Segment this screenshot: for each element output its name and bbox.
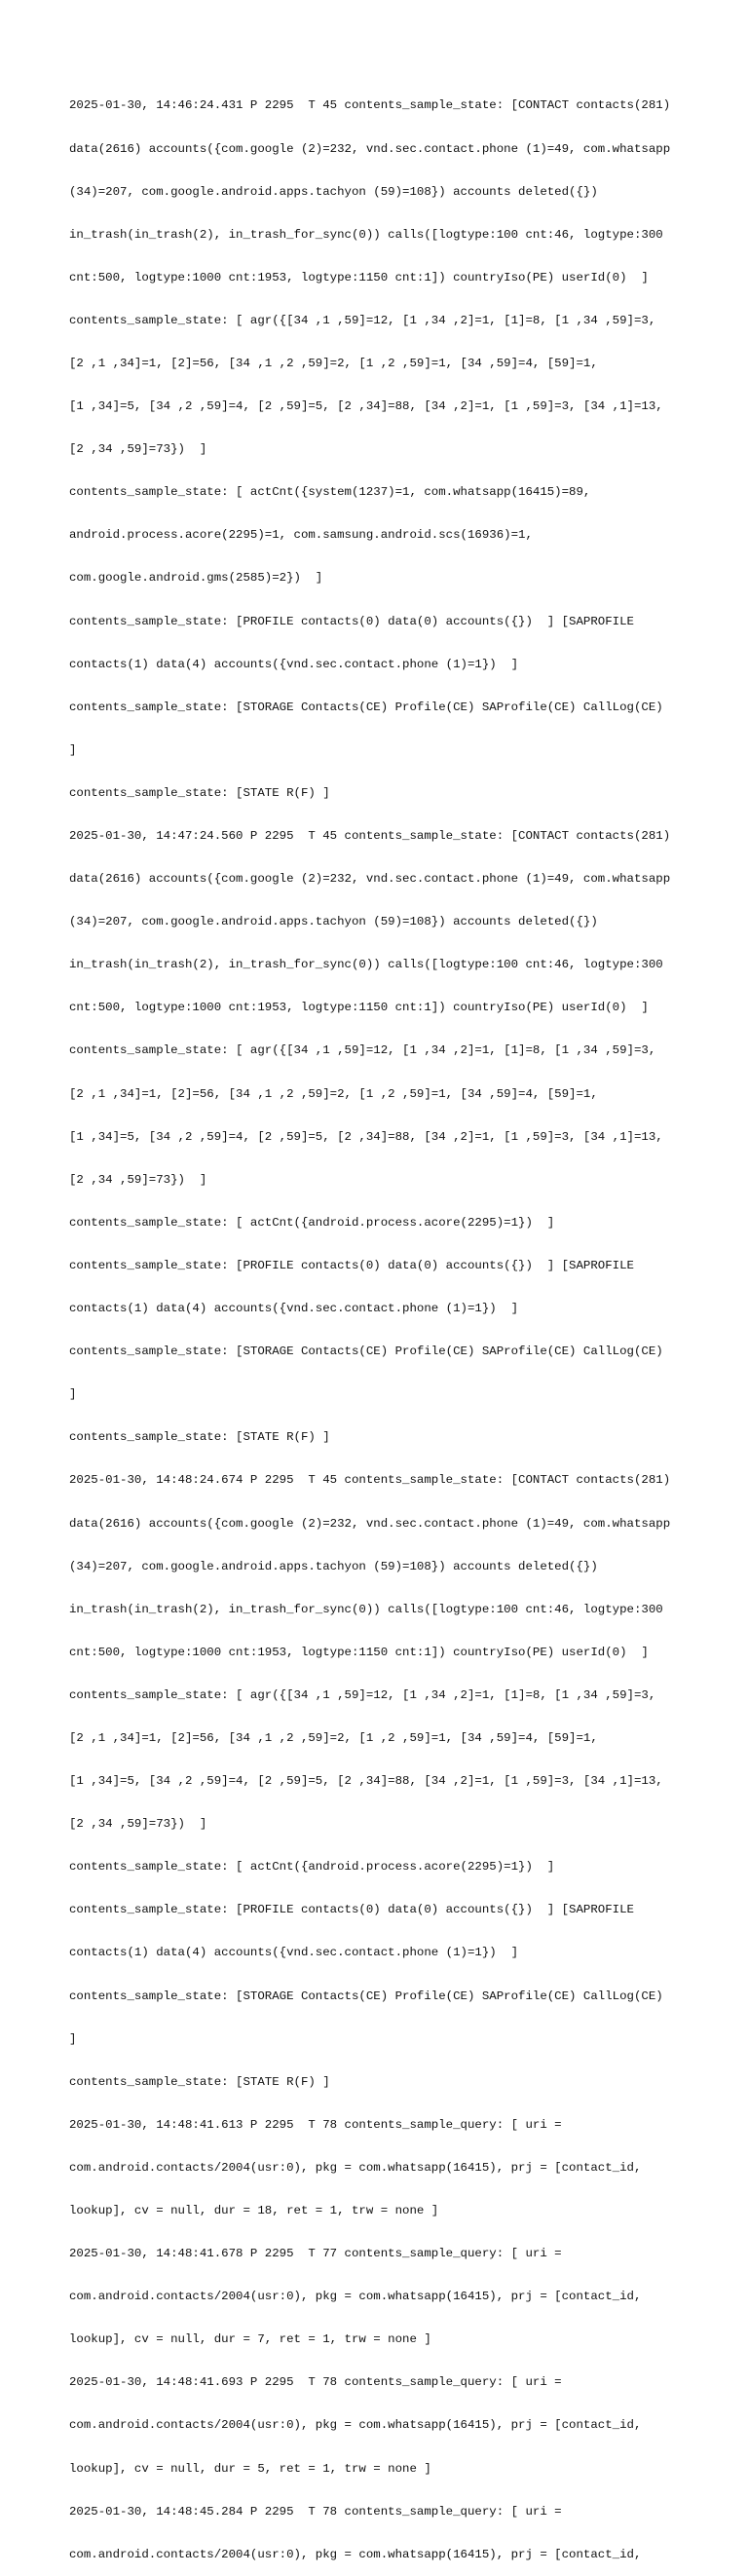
log-line: [2 ,1 ,34]=1, [2]=56, [34 ,1 ,2 ,59]=2, [1 ,2 ,59]=1, [34 ,59]=4, [59]=1, bbox=[69, 1086, 598, 1101]
log-line: [1 ,34]=5, [34 ,2 ,59]=4, [2 ,59]=5, [2 ,34]=88, [34 ,2]=1, [1 ,59]=3, [34 ,1]=13, bbox=[69, 1129, 663, 1144]
log-line: data(2616) accounts({com.google (2)=232, vnd.sec.contact.phone (1)=49, com.whatsapp bbox=[69, 1516, 671, 1531]
log-line: com.android.contacts/2004(usr:0), pkg = com.whatsapp(16415), prj = [contact_id, bbox=[69, 2418, 642, 2433]
log-line: contents_sample_state: [STATE R(F) ] bbox=[69, 2074, 330, 2089]
log-line: (34)=207, com.google.android.apps.tachyon (59)=108}) accounts deleted({}) bbox=[69, 915, 598, 929]
log-line: lookup], cv = null, dur = 18, ret = 1, trw = none ] bbox=[69, 2204, 439, 2217]
log-line: com.google.android.gms(2585)=2}) ] bbox=[69, 571, 323, 586]
log-line: com.android.contacts/2004(usr:0), pkg = com.whatsapp(16415), prj = [contact_id, bbox=[69, 2547, 642, 2561]
log-line: in_trash(in_trash(2), in_trash_for_sync(0)) calls([logtype:100 cnt:46, logtype:300 bbox=[69, 1602, 663, 1616]
log-line: 2025-01-30, 14:48:41.613 P 2295 T 78 contents_sample_query: [ uri = bbox=[69, 2117, 562, 2132]
log-line: contacts(1) data(4) accounts({vnd.sec.contact.phone (1)=1}) ] bbox=[69, 1302, 519, 1316]
log-line: 2025-01-30, 14:48:41.678 P 2295 T 77 contents_sample_query: [ uri = bbox=[69, 2247, 562, 2261]
log-line: contents_sample_state: [STORAGE Contacts(CE) Profile(CE) SAProfile(CE) CallLog(CE) bbox=[69, 1345, 663, 1359]
log-line: [1 ,34]=5, [34 ,2 ,59]=4, [2 ,59]=5, [2 ,34]=88, [34 ,2]=1, [1 ,59]=3, [34 ,1]=13, bbox=[69, 1774, 663, 1789]
log-line: 2025-01-30, 14:47:24.560 P 2295 T 45 contents_sample_state: [CONTACT contacts(281) bbox=[69, 829, 671, 843]
log-line: cnt:500, logtype:1000 cnt:1953, logtype:1150 cnt:1]) countryIso(PE) userId(0) ] bbox=[69, 1645, 649, 1659]
log-line: contacts(1) data(4) accounts({vnd.sec.contact.phone (1)=1}) ] bbox=[69, 1946, 519, 1960]
log-line: ] bbox=[69, 742, 77, 757]
log-line: com.android.contacts/2004(usr:0), pkg = com.whatsapp(16415), prj = [contact_id, bbox=[69, 2290, 642, 2304]
log-line: [2 ,1 ,34]=1, [2]=56, [34 ,1 ,2 ,59]=2, [1 ,2 ,59]=1, [34 ,59]=4, [59]=1, bbox=[69, 356, 598, 370]
log-line: lookup], cv = null, dur = 7, ret = 1, trw = none ] bbox=[69, 2332, 431, 2347]
log-line: contents_sample_state: [STORAGE Contacts(CE) Profile(CE) SAProfile(CE) CallLog(CE) bbox=[69, 700, 663, 714]
log-line: lookup], cv = null, dur = 5, ret = 1, trw = none ] bbox=[69, 2461, 431, 2476]
log-line: 2025-01-30, 14:48:45.284 P 2295 T 78 contents_sample_query: [ uri = bbox=[69, 2504, 562, 2519]
log-line: in_trash(in_trash(2), in_trash_for_sync(0)) calls([logtype:100 cnt:46, logtype:300 bbox=[69, 958, 663, 972]
log-line: 2025-01-30, 14:48:41.693 P 2295 T 78 contents_sample_query: [ uri = bbox=[69, 2375, 562, 2390]
log-line: data(2616) accounts({com.google (2)=232, vnd.sec.contact.phone (1)=49, com.whatsapp bbox=[69, 141, 671, 156]
log-line: [2 ,34 ,59]=73}) ] bbox=[69, 1817, 207, 1832]
log-line: contents_sample_state: [ agr({[34 ,1 ,59]=12, [1 ,34 ,2]=1, [1]=8, [1 ,34 ,59]=3, bbox=[69, 1043, 656, 1058]
log-line: data(2616) accounts({com.google (2)=232, vnd.sec.contact.phone (1)=49, com.whatsapp bbox=[69, 872, 671, 887]
log-line: [2 ,1 ,34]=1, [2]=56, [34 ,1 ,2 ,59]=2, [1 ,2 ,59]=1, [34 ,59]=4, [59]=1, bbox=[69, 1730, 598, 1745]
log-line: contents_sample_state: [PROFILE contacts(0) data(0) accounts({}) ] [SAPROFILE bbox=[69, 1903, 634, 1917]
log-line: contents_sample_state: [ actCnt({system(1237)=1, com.whatsapp(16415)=89, bbox=[69, 485, 591, 500]
log-line: [1 ,34]=5, [34 ,2 ,59]=4, [2 ,59]=5, [2 ,34]=88, [34 ,2]=1, [1 ,59]=3, [34 ,1]=13, bbox=[69, 399, 663, 414]
log-line: contents_sample_state: [ agr({[34 ,1 ,59]=12, [1 ,34 ,2]=1, [1]=8, [1 ,34 ,59]=3, bbox=[69, 1687, 656, 1702]
log-line: contents_sample_state: [ actCnt({android.process.acore(2295)=1}) ] bbox=[69, 1860, 555, 1875]
log-line: com.android.contacts/2004(usr:0), pkg = com.whatsapp(16415), prj = [contact_id, bbox=[69, 2160, 642, 2175]
log-line: (34)=207, com.google.android.apps.tachyon (59)=108}) accounts deleted({}) bbox=[69, 184, 598, 199]
log-line: [2 ,34 ,59]=73}) ] bbox=[69, 1172, 207, 1187]
log-line: (34)=207, com.google.android.apps.tachyon (59)=108}) accounts deleted({}) bbox=[69, 1559, 598, 1573]
log-line: in_trash(in_trash(2), in_trash_for_sync(0)) calls([logtype:100 cnt:46, logtype:300 bbox=[69, 227, 663, 242]
log-line: contents_sample_state: [ actCnt({android.process.acore(2295)=1}) ] bbox=[69, 1215, 555, 1230]
log-line: contents_sample_state: [ agr({[34 ,1 ,59]=12, [1 ,34 ,2]=1, [1]=8, [1 ,34 ,59]=3, bbox=[69, 313, 656, 327]
log-line: 2025-01-30, 14:48:24.674 P 2295 T 45 contents_sample_state: [CONTACT contacts(281) bbox=[69, 1473, 671, 1488]
log-line: contents_sample_state: [STATE R(F) ] bbox=[69, 785, 330, 800]
log-line: ] bbox=[69, 1387, 77, 1402]
log-line: cnt:500, logtype:1000 cnt:1953, logtype:1150 cnt:1]) countryIso(PE) userId(0) ] bbox=[69, 270, 649, 284]
log-document bbox=[69, 70, 741, 2576]
log-line: android.process.acore(2295)=1, com.samsung.android.scs(16936)=1, bbox=[69, 528, 533, 543]
log-line: contents_sample_state: [STORAGE Contacts(CE) Profile(CE) SAProfile(CE) CallLog(CE) bbox=[69, 1989, 663, 2003]
log-line: contents_sample_state: [PROFILE contacts(0) data(0) accounts({}) ] [SAPROFILE bbox=[69, 614, 634, 628]
log-line: cnt:500, logtype:1000 cnt:1953, logtype:1150 cnt:1]) countryIso(PE) userId(0) ] bbox=[69, 1001, 649, 1015]
log-line: contents_sample_state: [PROFILE contacts(0) data(0) accounts({}) ] [SAPROFILE bbox=[69, 1258, 634, 1272]
log-line: ] bbox=[69, 2031, 77, 2046]
log-line: 2025-01-30, 14:46:24.431 P 2295 T 45 contents_sample_state: [CONTACT contacts(281) bbox=[69, 98, 671, 113]
log-line: [2 ,34 ,59]=73}) ] bbox=[69, 442, 207, 457]
log-line: contacts(1) data(4) accounts({vnd.sec.contact.phone (1)=1}) ] bbox=[69, 657, 519, 671]
log-line: contents_sample_state: [STATE R(F) ] bbox=[69, 1430, 330, 1445]
